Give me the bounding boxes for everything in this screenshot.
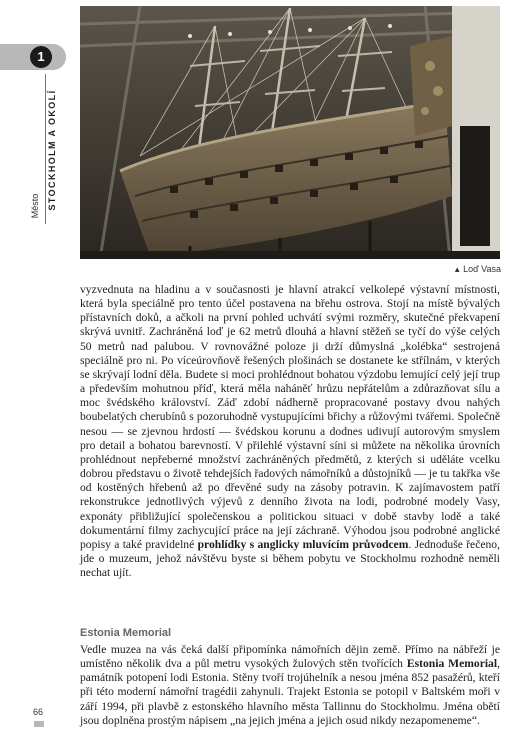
paragraph-text-end: . Jednoduše řečeno, jde o muzeum, jehož návštěvu byste si během pobytu ve Stockholmu rozhodně neměli nechat ujít. (80, 537, 500, 580)
paragraph-text: vyzvednuta na hladinu a v současnosti je hlavní atrakcí velkolepé výstavní místnosti, která byla speciálně pro tento účel postavena na břehu ostrova. Stojí na místě bývalých přístavních doků, a ačkoli na první pohled uchvátí svými rozměry, skutečné překvapení skrývá uvnitř. Zachráněná loď je 62 metrů dlouhá a hlavní stěžeň se tyčí do výše celých 50 metrů nad palubou. V rovnovážné poloze ji drží důmyslná „kolébka“ sestrojená speciálně pro ni. Po víceúrovňově řešených plošinách se dostanete ke střílnám, v kterých se skrývají lodní děla. Budete si moci prohlédnout bohatou výzdobu lemující celý její trup a především mohutnou příď, která měla naháněť hrůzu nepřátelům a zdůrazňovat sílu a moc švédského království. Záď zdobí nádherně propracované postavy dvou nahých boubelatých cherubínů s pozoruhodně vystupujícími břichy a růžovými tvářemi. Společně nesou — se zjevnou hrdostí — švédskou korunu a dodnes udivují autorovým smyslem pro detail a bohatou barevností. V přilehlé výstavní síni si můžete na několika úrovních prohlédnout nepřeberné množství zachráněných předmětů, z kterých si uděláte vcelku dobrou představu o životě tehdejších řadových námořníků a důstojníků — je tu takřka vše od kostěných hřebenů až po dřevěné sudy na zásoby potravin. K zajímavostem patří rekonstrukce jednotlivých výjevů z denního života na lodi, podrobné modely Vasy, exponáty přibližující společenskou a politickou situaci v době stavby lodě a také dokumentární filmy zachycující práce na její záchraně. Výhodou jsou podrobné anglické popisy a také pravidelné (80, 283, 500, 551)
paragraph-text-end: , památník potopení lodi Estonia. Stěny tvoří trojúhelník a nesou jména 852 pasažérů, kteří při této moderní námořní tragédii zahynuli. Trajekt Estonia se potopil v Baltském moři v září 1994, při plavbě z estonského hlavního města Tallinnu do Stockholmu. Jména obětí jsou doplněna prostým nápisem „na jejich jména a jejich osud nikdy nezapomeneme“. (80, 657, 500, 727)
paragraph-bold-text: Estonia Memorial (406, 657, 498, 671)
chapter-number-badge: 1 (30, 46, 52, 68)
section-category: Město (30, 193, 40, 219)
vasa-ship-photo (80, 6, 500, 259)
page-marker (34, 721, 44, 727)
photo-caption-text: Loď Vasa (463, 264, 501, 274)
photo-caption (453, 264, 501, 274)
estonia-paragraph (80, 643, 500, 728)
article-paragraph (80, 283, 500, 580)
paragraph-bold-text: prohlídky s anglicky mluvícím průvodcem (197, 537, 409, 551)
paragraph-text: Vedle muzea na vás čeká další připomínka námořních dějin země. Přímo na nábřeží je umístěno několik dva a půl metru vysokých žulových stěn tvořících (80, 643, 500, 671)
triangle-up-icon: ▲ (453, 265, 462, 274)
section-title: STOCKHOLM A OKOLÍ (47, 89, 57, 211)
sidebar-divider (45, 74, 46, 224)
ship-illustration (80, 6, 500, 259)
section-heading: Estonia Memorial (80, 627, 172, 639)
page-number: 66 (33, 707, 44, 717)
